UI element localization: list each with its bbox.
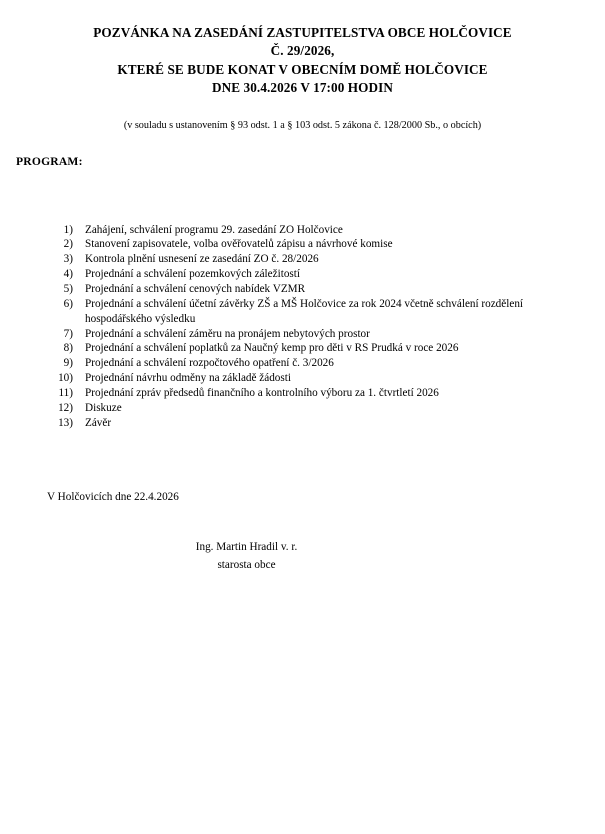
agenda-item-number: 9): [63, 357, 73, 370]
agenda-item: [47, 341, 581, 356]
agenda-item-text: Projednání návrhu odměny na základě žádosti: [85, 372, 291, 385]
closing-date: V Holčovicích dne 22.4.2026: [47, 491, 179, 504]
agenda-item-number: 13): [58, 416, 73, 429]
agenda-item-text: Projednání a schválení záměru na pronájem nebytových prostor: [85, 327, 370, 340]
signature-block: [0, 539, 605, 574]
agenda-list: [0, 223, 605, 431]
agenda-item-text: Projednání zpráv předsedů finančního a kontrolního výboru za 1. čtvrtletí 2026: [85, 386, 439, 399]
agenda-item-number: 1): [63, 223, 73, 236]
agenda-item-number: 7): [63, 327, 73, 340]
agenda-item-number: 4): [63, 268, 73, 281]
agenda-item: [47, 223, 581, 238]
agenda-item: [47, 327, 581, 342]
agenda-item: [47, 416, 581, 431]
signatory-role: starosta obce: [217, 558, 276, 571]
agenda-item-text: Projednání a schválení poplatků za Naučný kemp pro děti v RS Prudká v roce 2026: [85, 342, 459, 355]
agenda-item: [47, 356, 581, 371]
agenda-item: [47, 267, 581, 282]
document-title-line-3: KTERÉ SE BUDE KONAT V OBECNÍM DOMĚ HOLČOVICE: [117, 61, 488, 77]
agenda-item-number: 12): [58, 401, 73, 414]
agenda-item: [47, 401, 581, 416]
agenda-item: [47, 297, 581, 327]
agenda-item-text: Závěr: [85, 416, 112, 429]
agenda-item-text: Zahájení, schválení programu 29. zasedání ZO Holčovice: [85, 223, 343, 236]
agenda-item-number: 6): [63, 297, 73, 310]
agenda-item: [47, 371, 581, 386]
agenda-item-text: Projednání a schválení pozemkových záležitostí: [85, 268, 300, 281]
agenda-item: [47, 282, 581, 297]
agenda-item-number: 5): [63, 283, 73, 295]
agenda-item-number: 3): [63, 253, 73, 266]
agenda-item-text: Projednání a schválení rozpočtového opatření č. 3/2026: [85, 357, 334, 370]
legal-reference-subtitle: (v souladu s ustanovením § 93 odst. 1 a § 103 odst. 5 zákona č. 128/2000 Sb., o obcích): [123, 119, 482, 131]
agenda-item: [47, 237, 581, 252]
agenda-item-text: Stanovení zapisovatele, volba ověřovatelů zápisu a návrhové komise: [85, 238, 393, 251]
agenda-item-number: 2): [63, 238, 73, 251]
agenda-item-number: 8): [63, 342, 73, 355]
program-heading: PROGRAM:: [16, 154, 83, 168]
agenda-item-text: Projednání a schválení účetní závěrky ZŠ a MŠ Holčovice za rok 2024 včetně schválení rozdělení hospodářského výsledku: [85, 297, 524, 325]
agenda-item-text: Projednání a schválení cenových nabídek VZMR: [85, 283, 306, 295]
document-title-block: [0, 0, 605, 98]
agenda-item-number: 10): [58, 372, 73, 385]
agenda-item-text: Kontrola plnění usnesení ze zasedání ZO č. 28/2026: [85, 253, 319, 266]
agenda-item-number: 11): [58, 386, 73, 399]
agenda-item: [47, 252, 581, 267]
signatory-name: Ing. Martin Hradil v. r.: [195, 541, 298, 554]
agenda-item: [47, 386, 581, 401]
agenda-item-text: Diskuze: [85, 401, 122, 414]
document-title-line-4: DNE 30.4.2026 V 17:00 HODIN: [212, 80, 393, 96]
document-title-line-1: POZVÁNKA NA ZASEDÁNÍ ZASTUPITELSTVA OBCE HOLČOVICE: [93, 25, 512, 40]
document-title-line-2: Č. 29/2026,: [270, 43, 335, 59]
